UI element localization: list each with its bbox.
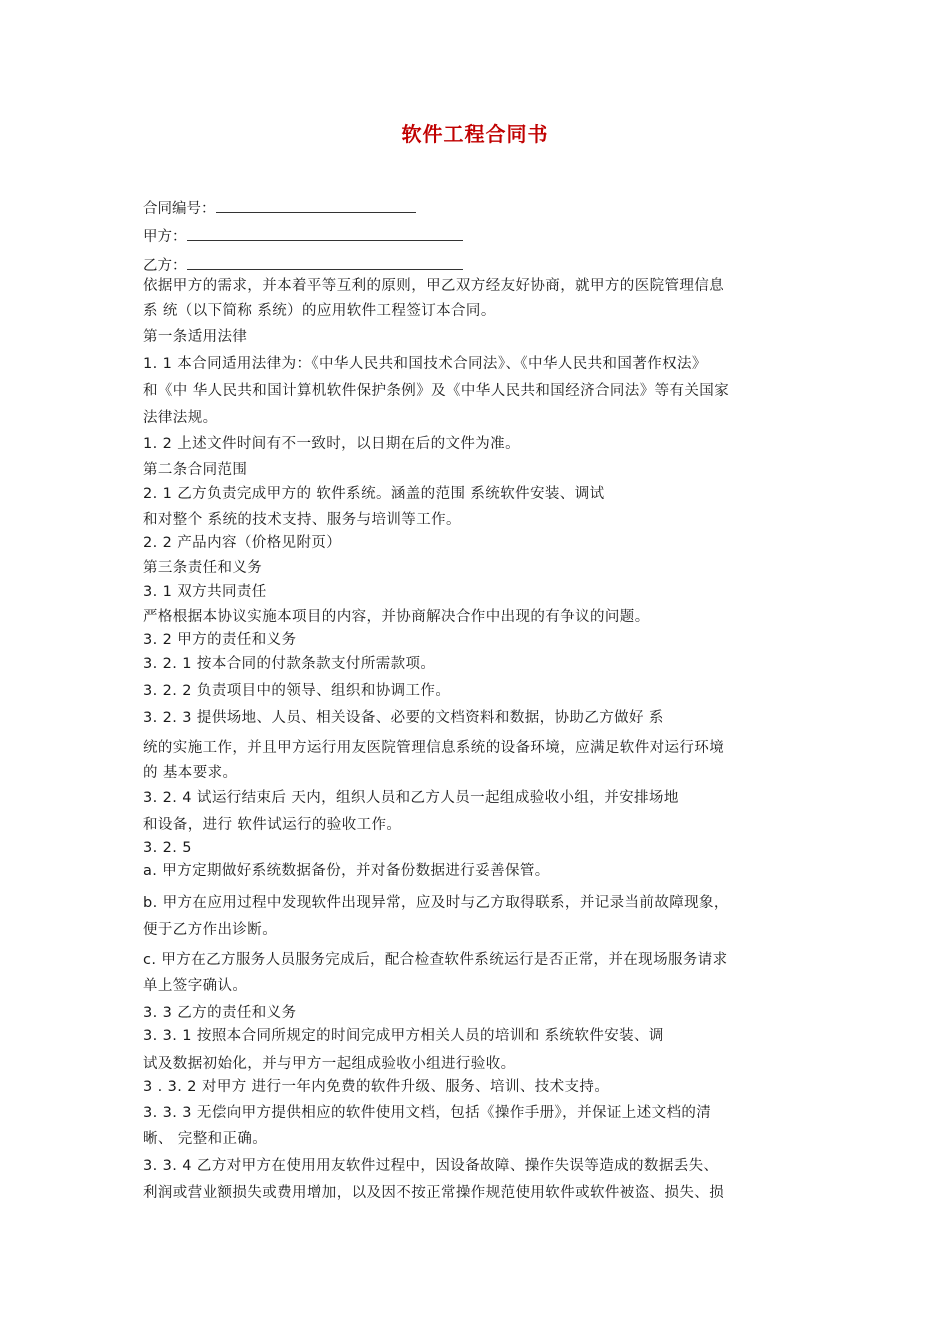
body-line: 试及数据初始化，并与甲方一起组成验收小组进行验收。: [143, 1056, 516, 1072]
body-line: 的 基本要求。: [143, 765, 238, 781]
party-b-blank: [187, 255, 463, 270]
body-line: 法律法规。: [143, 410, 218, 426]
body-line: 和《中 华人民共和国计算机软件保护条例》及《中华人民共和国经济合同法》等有关国家: [143, 383, 730, 399]
body-line: 3. 1 双方共同责任: [143, 584, 267, 600]
body-line: 3. 3. 1 按照本合同所规定的时间完成甲方相关人员的培训和 系统软件安装、调: [143, 1028, 664, 1044]
body-line: 依据甲方的需求，并本着平等互利的原则，甲乙双方经友好协商，就甲方的医院管理信息: [143, 278, 725, 294]
body-line: 3. 2. 4 试运行结束后 天内，组织人员和乙方人员一起组成验收小组，并安排场地: [143, 790, 679, 806]
body-line: 晰、 完整和正确。: [143, 1131, 268, 1147]
body-line: 严格根据本协议实施本项目的内容，并协商解决合作中出现的有争议的问题。: [143, 609, 650, 625]
party-b-label: 乙方：: [143, 258, 187, 274]
contract-number-label: 合同编号：: [143, 201, 216, 217]
contract-number-blank: [216, 198, 416, 213]
body-line: 3. 3. 4 乙方对甲方在使用用友软件过程中，因设备故障、操作失误等造成的数据丢失、: [143, 1158, 719, 1174]
body-line: 3. 2. 5: [143, 840, 192, 856]
body-line: 和对整个 系统的技术支持、服务与培训等工作。: [143, 512, 461, 528]
body-line: 2. 2 产品内容（价格见附页）: [143, 535, 342, 551]
body-line: 3. 2. 2 负责项目中的领导、组织和协调工作。: [143, 683, 451, 699]
body-line: 利润或营业额损失或费用增加，以及因不按正常操作规范使用软件或软件被盗、损失、损: [143, 1185, 725, 1201]
body-line: 3. 2. 3 提供场地、人员、相关设备、必要的文档资料和数据，协助乙方做好 系: [143, 710, 664, 726]
section-heading: 第二条合同范围: [143, 462, 248, 478]
body-line: 系 统（以下简称 系统）的应用软件工程签订本合同。: [143, 303, 496, 319]
body-line: 3. 3 乙方的责任和义务: [143, 1005, 297, 1021]
body-line: 单上签字确认。: [143, 978, 248, 994]
party-a-blank: [187, 226, 463, 241]
body-line: 1. 2 上述文件时间有不一致时，以日期在后的文件为准。: [143, 436, 520, 452]
party-b-field: [143, 255, 463, 276]
document-title: 软件工程合同书: [401, 122, 549, 146]
body-line: c. 甲方在乙方服务人员服务完成后，配合检查软件系统运行是否正常，并在现场服务请求: [143, 952, 728, 968]
party-a-field: [143, 226, 463, 247]
body-line: a. 甲方定期做好系统数据备份，并对备份数据进行妥善保管。: [143, 863, 550, 879]
body-line: 和设备，进行 软件试运行的验收工作。: [143, 817, 402, 833]
body-line: 1. 1 本合同适用法律为：《中华人民共和国技术合同法》、《中华人民共和国著作权法》: [143, 356, 707, 372]
section-heading: 第三条责任和义务: [143, 560, 263, 576]
body-line: 统的实施工作，并且甲方运行用友医院管理信息系统的设备环境，应满足软件对运行环境: [143, 740, 725, 756]
body-line: 3. 2 甲方的责任和义务: [143, 632, 297, 648]
body-line: 2. 1 乙方负责完成甲方的 软件系统。涵盖的范围 系统软件安装、调试: [143, 486, 605, 502]
body-line: 3 . 3. 2 对甲方 进行一年内免费的软件升级、服务、培训、技术支持。: [143, 1079, 610, 1095]
section-heading: 第一条适用法律: [143, 329, 248, 345]
body-line: 3. 3. 3 无偿向甲方提供相应的软件使用文档，包括《操作手册》，并保证上述文档的清: [143, 1105, 712, 1121]
contract-number-field: [143, 198, 416, 219]
party-a-label: 甲方：: [143, 229, 187, 245]
body-line: 便于乙方作出诊断。: [143, 922, 278, 938]
body-line: b. 甲方在应用过程中发现软件出现异常，应及时与乙方取得联系，并记录当前故障现象，: [143, 895, 729, 911]
body-line: 3. 2. 1 按本合同的付款条款支付所需款项。: [143, 656, 436, 672]
